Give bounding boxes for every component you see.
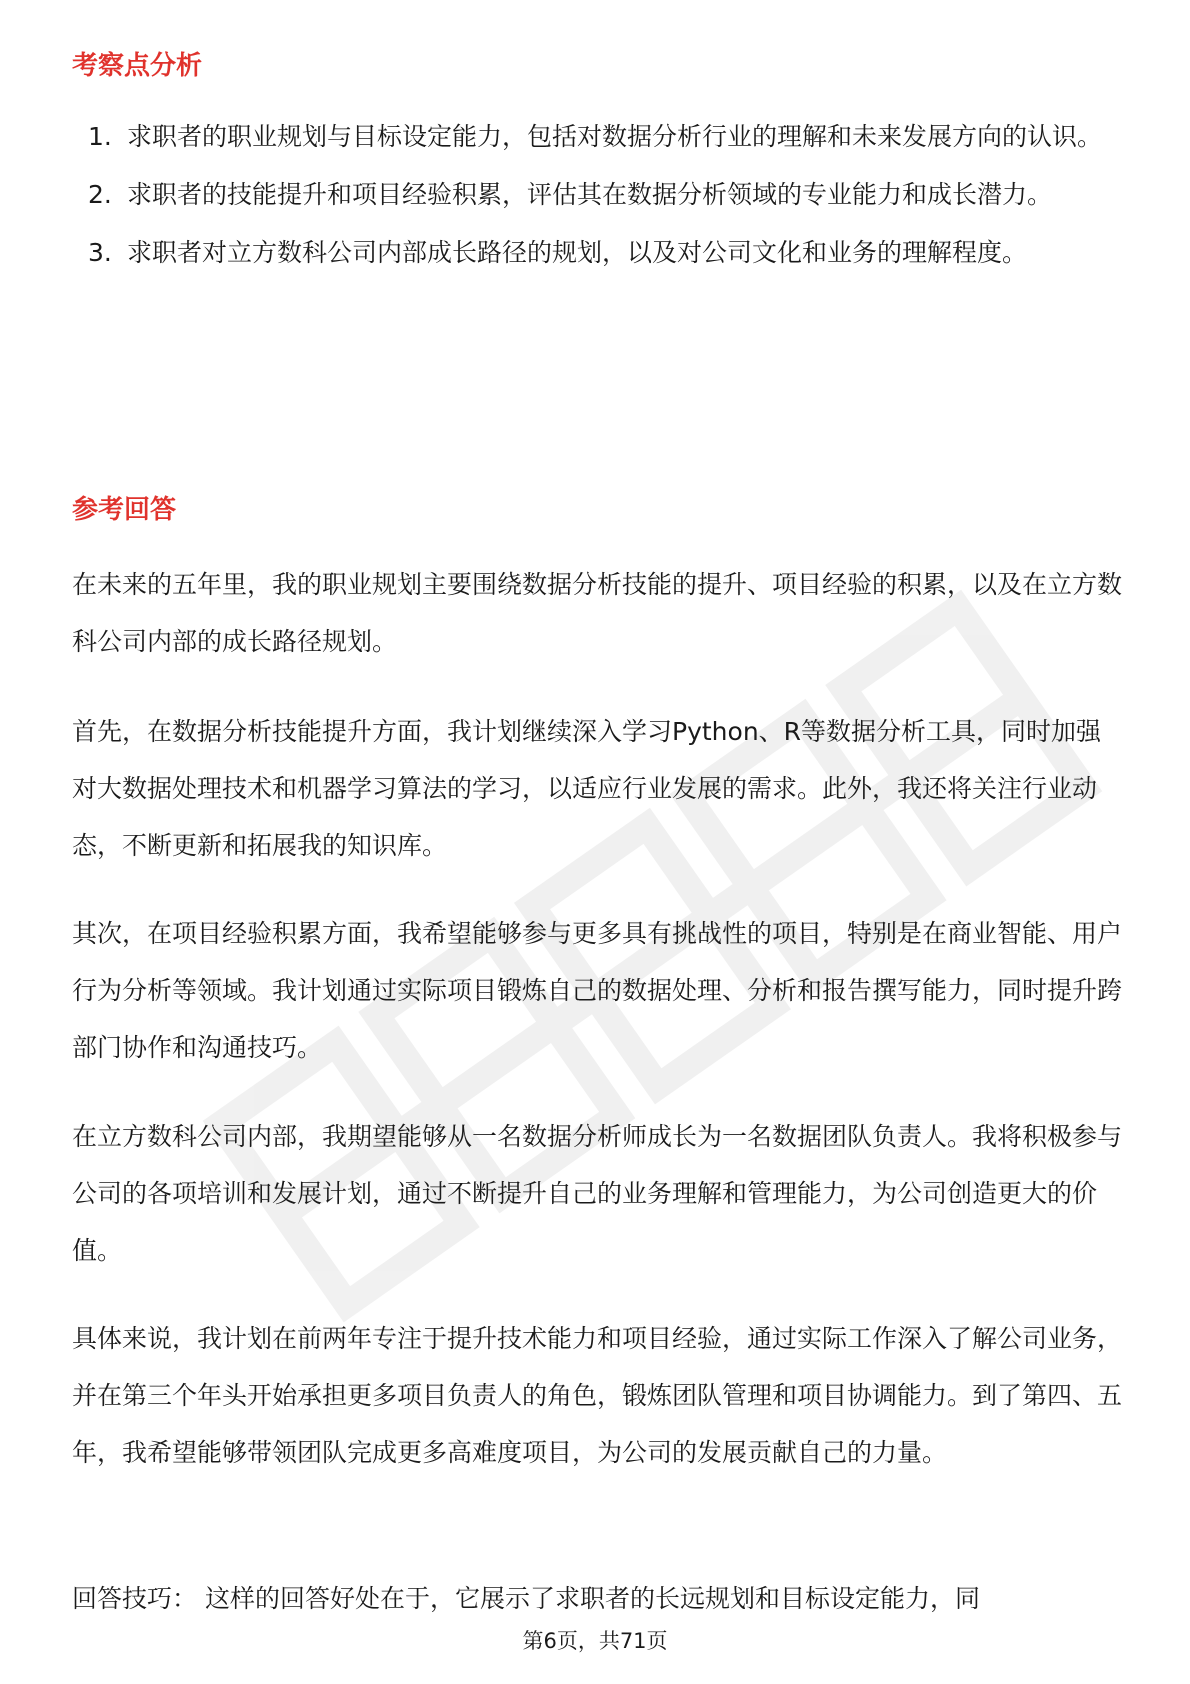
answer-heading: 参考回答 [72,495,177,525]
answer-paragraph-3: 其次，在项目经验积累方面，我希望能够参与更多具有挑战性的项目，特别是在商业智能、用户行为分析等领域。我计划通过实际项目锻炼自己的数据处理、分析和报告撰写能力，同时提升跨部门协作和沟通技巧。 [72,919,1123,1062]
list-item-number: 2. [88,180,112,209]
list-item-text: 求职者的职业规划与目标设定能力，包括对数据分析行业的理解和未来发展方向的认识。 [127,122,1103,151]
list-item [72,166,1122,223]
answer-paragraph-5: 具体来说，我计划在前两年专注于提升技术能力和项目经验，通过实际工作深入了解公司业务，并在第三个年头开始承担更多项目负责人的角色，锻炼团队管理和项目协调能力。到了第四、五年，我希望能够带领团队完成更多高难度项目，为公司的发展贡献自己的力量。 [72,1324,1123,1467]
analysis-heading: 考察点分析 [72,51,203,81]
list-item [72,108,1122,165]
answer-tips: 回答技巧： 这样的回答好处在于，它展示了求职者的长远规划和目标设定能力，同 [72,1584,980,1613]
answer-paragraph-1: 在未来的五年里，我的职业规划主要围绕数据分析技能的提升、项目经验的积累，以及在立方数科公司内部的成长路径规划。 [72,570,1123,656]
list-item [72,224,1122,281]
list-item-number: 1. [88,122,112,151]
page-number: 第6页，共71页 [522,1629,668,1653]
analysis-list [72,108,1122,282]
answer-paragraph-2: 首先，在数据分析技能提升方面，我计划继续深入学习Python、R等数据分析工具，同时加强对大数据处理技术和机器学习算法的学习，以适应行业发展的需求。此外，我还将关注行业动态，不断更新和拓展我的知识库。 [72,717,1102,860]
list-item-text: 求职者的技能提升和项目经验积累，评估其在数据分析领域的专业能力和成长潜力。 [127,180,1053,209]
list-item-number: 3. [88,238,112,267]
answer-paragraph-4: 在立方数科公司内部，我期望能够从一名数据分析师成长为一名数据团队负责人。我将积极参与公司的各项培训和发展计划，通过不断提升自己的业务理解和管理能力，为公司创造更大的价值。 [72,1122,1123,1265]
list-item-text: 求职者对立方数科公司内部成长路径的规划，以及对公司文化和业务的理解程度。 [127,238,1028,267]
